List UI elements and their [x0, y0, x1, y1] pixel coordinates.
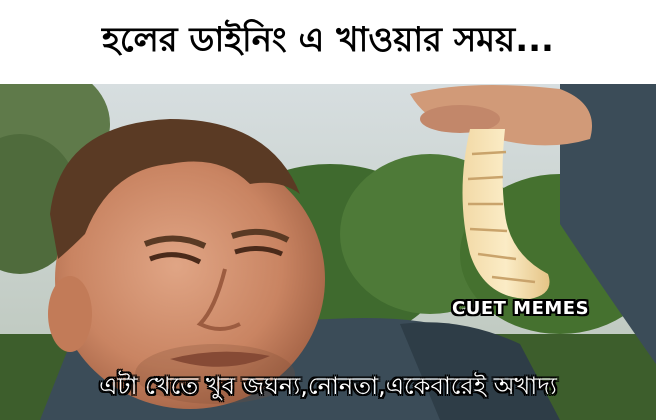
watermark: CUET MEMES	[452, 298, 590, 319]
top-caption-bar	[0, 0, 656, 84]
bottom-caption: এটা খেতে খুব জঘন্য,নোনতা,একেবারেই অখাদ্য	[99, 372, 557, 400]
top-caption: হলের ডাইনিং এ খাওয়ার সময়...	[102, 19, 554, 60]
bottom-caption-bar	[0, 368, 656, 408]
